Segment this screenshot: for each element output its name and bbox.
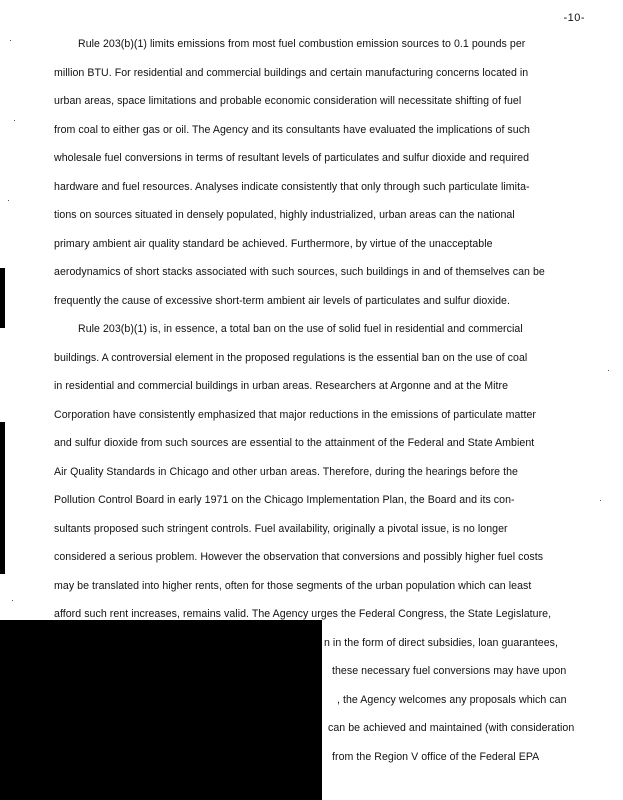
text-line: from coal to either gas or oil. The Agency and its consultants have evaluated the implications of such [54, 123, 531, 136]
text-line: , the Agency welcomes any proposals which can [337, 693, 567, 706]
text-line: hardware and fuel resources. Analyses indicate consistently that only through such particulate limita- [54, 180, 530, 193]
text-line: in residential and commercial buildings in urban areas. Researchers at Argonne and at the Mitre [54, 380, 509, 392]
scan-speck [12, 600, 13, 601]
text-line: frequently the cause of excessive short-term ambient air levels of particulates and sulfur dioxide. [54, 294, 510, 307]
text-line: can be achieved and maintained (with consideration [328, 722, 575, 734]
text-line: wholesale fuel conversions in terms of resultant levels of particulates and sulfur dioxide and required [54, 152, 530, 164]
scan-edge-mark [0, 422, 5, 574]
scan-edge-mark [0, 268, 5, 328]
scan-speck [600, 500, 601, 501]
page-number: -10- [563, 12, 585, 24]
text-line: these necessary fuel conversions may have upon [332, 665, 567, 677]
scan-speck [10, 40, 11, 41]
text-line: and sulfur dioxide from such sources are essential to the attainment of the Federal and State Ambient [54, 437, 535, 449]
text-line: Pollution Control Board in early 1971 on the Chicago Implementation Plan, the Board and its con- [54, 494, 515, 506]
text-line: primary ambient air quality standard be achieved. Furthermore, by virtue of the unacceptable [54, 237, 493, 250]
text-line: buildings. A controversial element in the proposed regulations is the essential ban on the use of coal [54, 351, 528, 364]
text-line: afford such rent increases, remains valid. The Agency urges the Federal Congress, the State Legislature, [54, 608, 552, 620]
scan-speck [14, 120, 15, 121]
text-line: aerodynamics of short stacks associated with such sources, such buildings in and of themselves can be [54, 266, 545, 278]
text-line: Corporation have consistently emphasized that major reductions in the emissions of particulate matter [54, 408, 537, 421]
scan-speck [608, 370, 609, 371]
text-line: urban areas, space limitations and probable economic consideration will necessitate shifting of fuel [54, 95, 522, 107]
text-line: tions on sources situated in densely populated, highly industrialized, urban areas can the national [54, 209, 515, 221]
text-line: sultants proposed such stringent controls. Fuel availability, originally a pivotal issue, is no longer [54, 522, 508, 535]
text-line: Rule 203(b)(1) is, in essence, a total ban on the use of solid fuel in residential and commercial [78, 323, 523, 335]
text-line: n in the form of direct subsidies, loan guarantees, [324, 636, 558, 649]
text-line: Rule 203(b)(1) limits emissions from most fuel combustion emission sources to 0.1 pounds per [78, 38, 526, 50]
text-line: million BTU. For residential and commercial buildings and certain manufacturing concerns located in [54, 66, 529, 79]
redaction-block [0, 620, 322, 800]
text-line: from the Region V office of the Federal EPA [332, 750, 540, 763]
text-line: considered a serious problem. However the observation that conversions and possibly higher fuel costs [54, 551, 544, 563]
scan-speck [8, 200, 9, 201]
text-line: Air Quality Standards in Chicago and other urban areas. Therefore, during the hearings before the [54, 465, 518, 478]
text-line: may be translated into higher rents, often for those segments of the urban population which can least [54, 579, 532, 592]
